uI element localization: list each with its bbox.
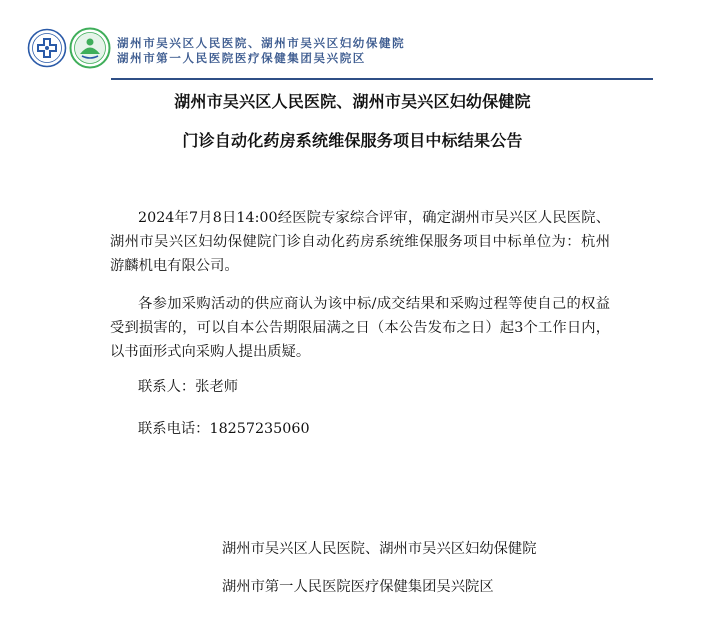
maternal-child-logo-icon: [69, 27, 111, 69]
letterhead-line-1: 湖州市吴兴区人民医院、湖州市吴兴区妇幼保健院: [117, 36, 406, 50]
objection-paragraph: 各参加采购活动的供应商认为该中标/成交结果和采购过程等使自己的权益受到损害的，可以自本公告期限届满之日（本公告发布之日）起3个工作日内，以书面形式向采购人提出质疑。: [110, 296, 610, 360]
letterhead-divider: [111, 78, 653, 80]
signature-line-2: 湖州市第一人民医院医疗保健集团吴兴院区: [222, 579, 494, 595]
document-title-line-1: 湖州市吴兴区人民医院、湖州市吴兴区妇幼保健院: [174, 92, 531, 111]
document-title-line-2: 门诊自动化药房系统维保服务项目中标结果公告: [182, 131, 523, 150]
award-paragraph: 2024年7月8日14:00经医院专家综合评审，确定湖州市吴兴区人民医院、湖州市吴兴区妇幼保健院门诊自动化药房系统维保服务项目中标单位为：杭州游麟机电有限公司。: [110, 210, 610, 274]
letterhead-line-2: 湖州市第一人民医院医疗保健集团吴兴院区: [117, 51, 366, 65]
letterhead: [0, 0, 705, 86]
contact-phone: 联系电话：18257235060: [138, 421, 310, 437]
contact-person: 联系人：张老师: [138, 379, 239, 395]
signature-line-1: 湖州市吴兴区人民医院、湖州市吴兴区妇幼保健院: [222, 541, 537, 557]
hospital-cross-logo-icon: [27, 28, 67, 68]
